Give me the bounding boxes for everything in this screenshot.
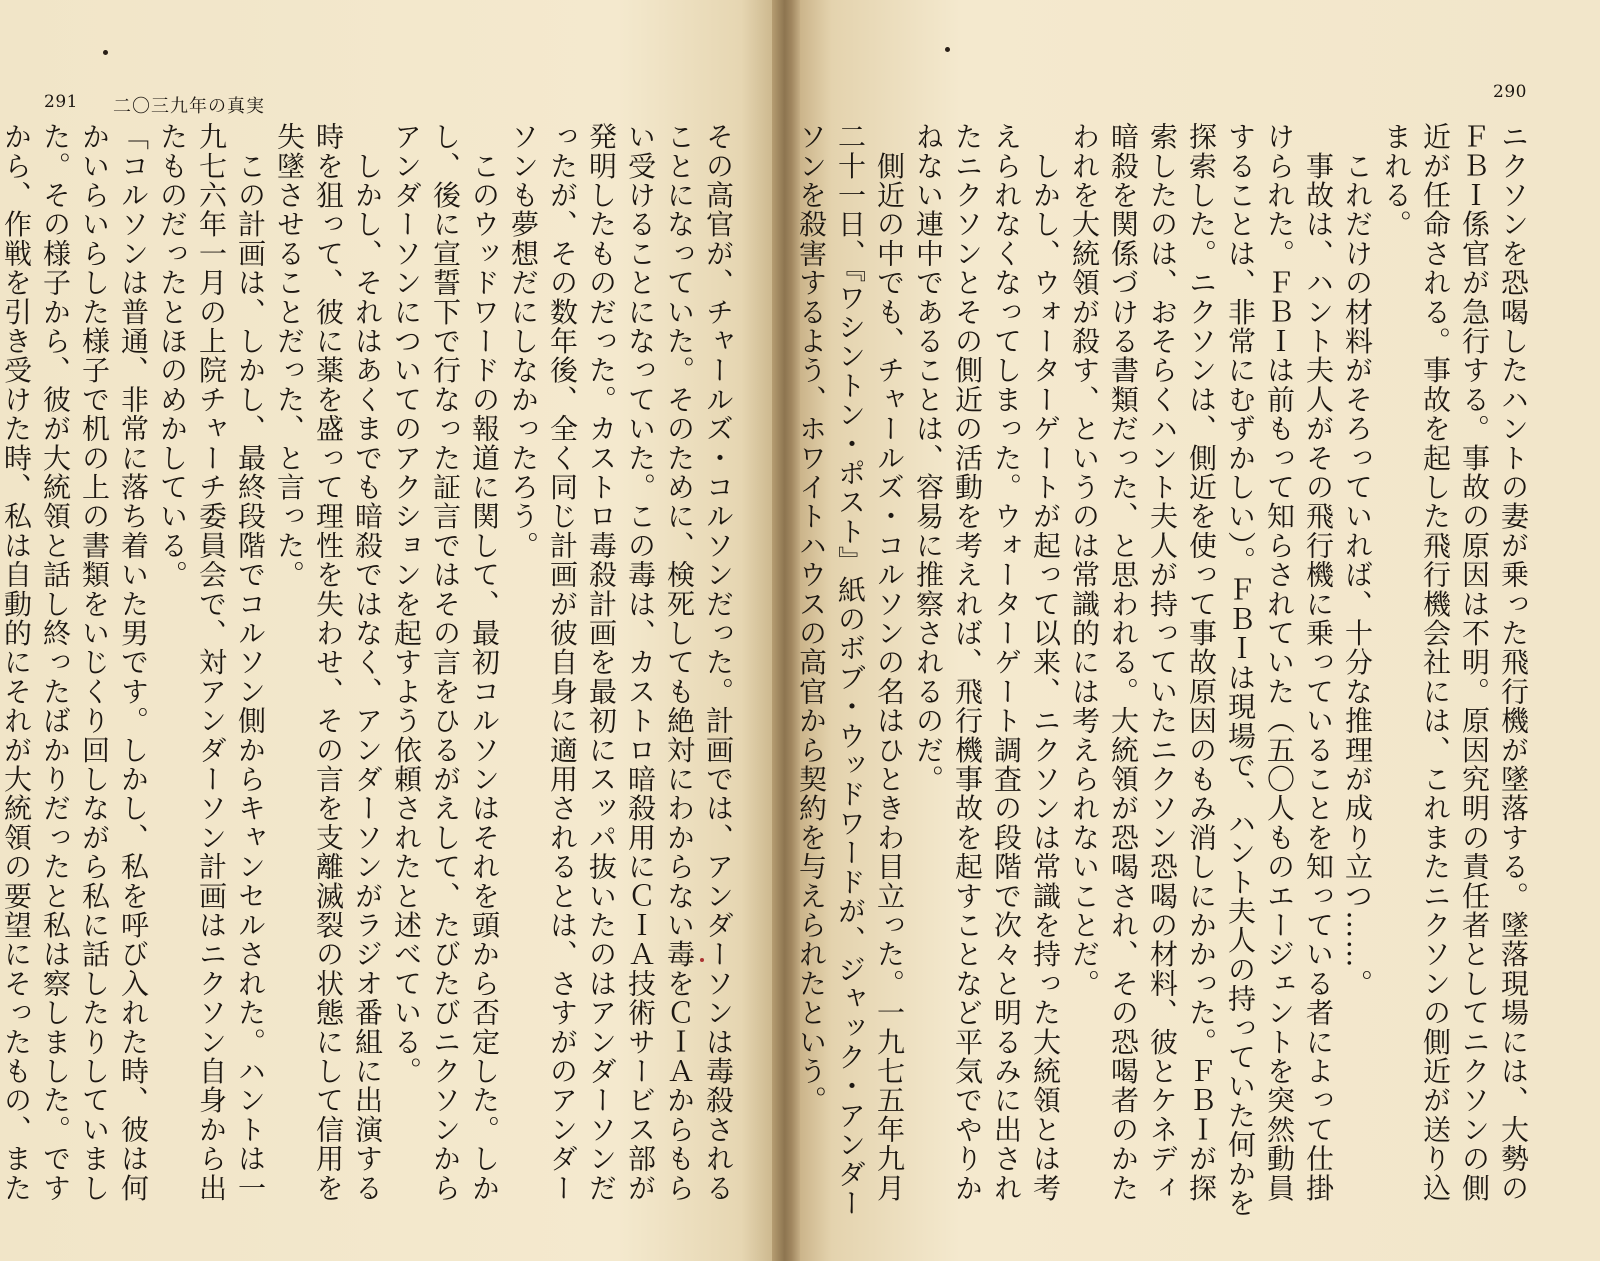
right-page-body-text: ニクソンを恐喝したハントの妻が乗った飛行機が墜落する。墜落現場には、大勢のＦＢＩ係官が急行する。事故の原因は不明。原因究明の責任者としてニクソンの側近が任命される。事故を起した飛行機会社には、これまたニクソンの側近が送り込まれる。 これだけの材料がそろっていれば、十分な推理が成り立つ……。 事故は、ハント夫人がその飛行機に乗っていることを知っている者によって仕掛けられた。ＦＢＩは前もって知らされていた（五〇人ものエージェントを突然動員することは、非常にむずかしい）。ＦＢＩは現場で、ハント夫人の持っていた何かを探索した。ニクソンは、側近を使って事故原因のもみ消しにかかった。ＦＢＩが探索したのは、おそらくハント夫人が持っていたニクソン恐喝の材料、彼とケネディ暗殺を関係づける書類だった、と思われる。大統領が恐喝され、その恐喝者のかたわれを大統領が殺す、というのは常識的には考えられないことだ。 しかし、ウォーターゲートが起って以来、ニクソンは常識を持った大統領とは考えられなくなってしまった。ウォーターゲート調査の段階で次々と明るみに出されたニクソンとその側近の活動を考えれば、飛行機事故を起すことなど平気でやりかねない連中であることは、容易に推察されるのだ。 側近の中でも、チャールズ・コルソンの名はひときわ目立った。一九七五年九月二十一日、『ワシントン・ポスト』紙のボブ・ウッドワードが、ジャック・アンダーソンを殺害するよう、ホワイトハウスの高官から契約を与えられたという。 — [795, 122, 1530, 1218]
speck-mark — [945, 47, 950, 52]
left-page-body-text: その高官が、チャールズ・コルソンだった。計画では、アンダーソンは毒殺されることになっていた。そのために、検死しても絶対にわからない毒をＣＩＡからもらい受けることになっていた。この毒は、カストロ暗殺用にＣＩＡ技術サービス部が発明したものだった。カストロ毒殺計画を最初にスッパ抜いたのはアンダーソンだったが、その数年後、全く同じ計画が彼自身に適用されるとは、さすがのアンダーソンも夢想だにしなかったろう。 このウッドワードの報道に関して、最初コルソンはそれを頭から否定した。しかし、後に宣誓下で行なった証言ではその言をひるがえして、たびたびニクソンからアンダーソンについてのアクションを起すよう依頼されたと述べている。 しかし、それはあくまでも暗殺ではなく、アンダーソンがラジオ番組に出演する時を狙って、彼に薬を盛って理性を失わせ、その言を支離滅裂の状態にして信用を失墜させることだった、と言った。 この計画は、しかし、最終段階でコルソン側からキャンセルされた。ハントは一九七六年一月の上院チャーチ委員会で、対アンダーソン計画はニクソン自身から出たものだったとほのめかしている。 「コルソンは普通、非常に落ち着いた男です。しかし、私を呼び入れた時、彼は何かいらいらした様子で机の上の書類をいじくり回しながら私に話したりしていました。その様子から、彼が大統領と話し終ったばかりだったと私は察しました。ですから、作戦を引き受けた時、私は自動的にそれが大統領の要望にそったもの、また — [0, 122, 735, 1203]
speck-mark — [103, 50, 108, 55]
page-number-left: 291 — [44, 92, 78, 112]
running-head: 二〇三九年の真実 — [113, 96, 265, 117]
page-number-right: 290 — [1493, 82, 1527, 102]
